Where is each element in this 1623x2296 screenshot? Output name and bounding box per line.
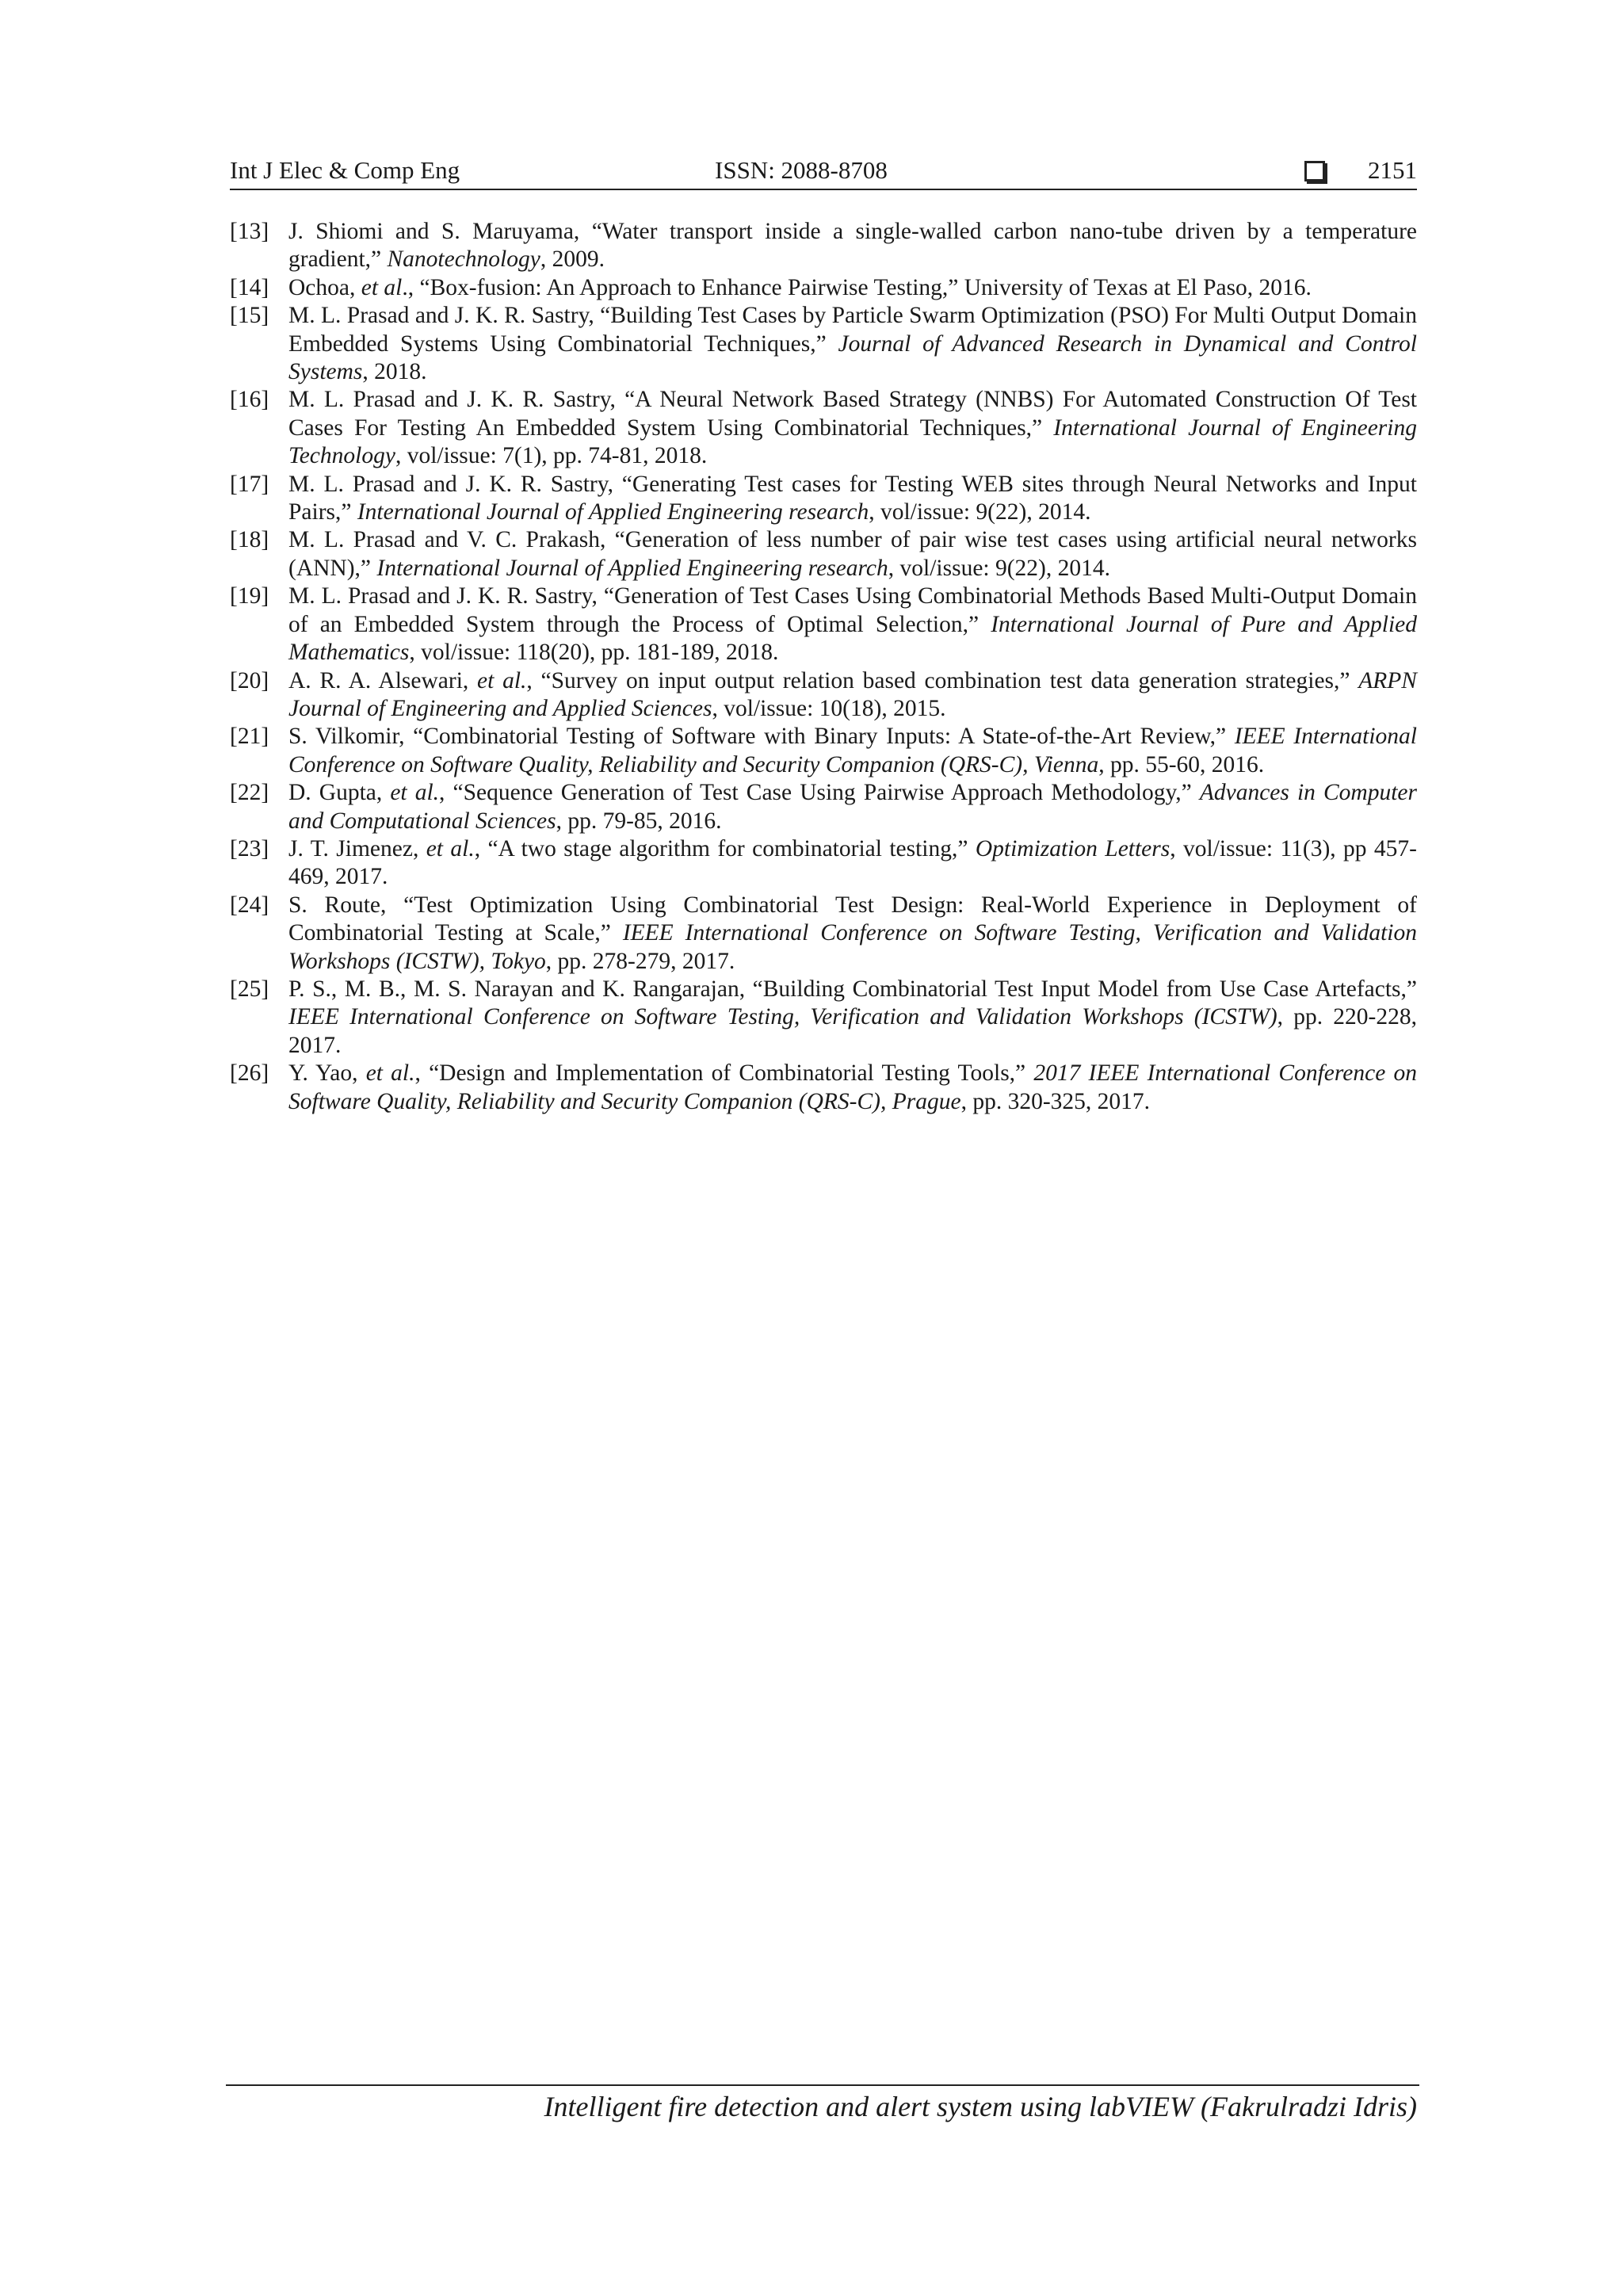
reference-text: J. Shiomi and S. Maruyama, “Water transport inside a single-walled carbon nano-tube driven by a temperature gradient,”: [288, 219, 1417, 273]
reference-number: [21]: [230, 724, 269, 750]
reference-text: J. T. Jimenez,: [288, 835, 426, 861]
reference-text: , “A two stage algorithm for combinatorial testing,”: [474, 835, 976, 861]
reference-item: [230, 779, 1417, 835]
journal-name: Int J Elec & Comp Eng: [230, 156, 460, 184]
reference-venue-italic: IEEE International Conference on Software Quality, Reliability and Security Companion (QRS-C), Vienna: [288, 724, 1417, 777]
reference-number: [25]: [230, 976, 269, 1002]
reference-venue-italic: et al.: [365, 1060, 415, 1087]
reference-item: [230, 892, 1417, 976]
reference-number: [26]: [230, 1060, 269, 1087]
reference-item: [230, 1060, 1417, 1116]
reference-text: Y. Yao,: [288, 1060, 366, 1087]
reference-item: [230, 583, 1417, 667]
reference-text: , vol/issue: 7(1), pp. 74-81, 2018.: [395, 443, 708, 469]
reference-number: [20]: [230, 667, 269, 693]
reference-item: [230, 302, 1417, 386]
reference-text: M. L. Prasad and J. K. R. Sastry, “Generating Test cases for Testing WEB sites through Neural Networks and Input Pairs,”: [288, 471, 1417, 525]
reference-text: S. Route, “Test Optimization Using Combinatorial Test Design: Real-World Experience in Deployment of Combinatorial Testing at Scale,”: [288, 892, 1417, 946]
reference-text: M. L. Prasad and J. K. R. Sastry, “A Neural Network Based Strategy (NNBS) For Automated Construction Of Test Cases For Testing An Embedded System Using Combinatorial Techniques,”: [288, 387, 1417, 441]
reference-text: , “Sequence Generation of Test Case Using Pairwise Approach Methodology,”: [439, 780, 1200, 806]
reference-text: , 2009.: [540, 246, 605, 273]
reference-number: [23]: [230, 835, 269, 861]
reference-item: [230, 667, 1417, 724]
reference-text: D. Gupta,: [288, 780, 391, 806]
reference-venue-italic: International Journal of Applied Engineering research: [376, 555, 888, 581]
running-title: Intelligent fire detection and alert system using labVIEW (Fakrulradzi Idris): [544, 2091, 1417, 2122]
reference-text: S. Vilkomir, “Combinatorial Testing of Software with Binary Inputs: A State-of-the-Art Review,”: [288, 724, 1235, 750]
reference-item: [230, 274, 1417, 302]
reference-venue-italic: et al.: [477, 667, 527, 693]
reference-item: [230, 218, 1417, 274]
reference-text: Ochoa,: [288, 274, 361, 300]
reference-number: [16]: [230, 387, 269, 413]
reference-venue-italic: 2017 IEEE International Conference on Software Quality, Reliability and Security Companion (QRS-C), Prague: [288, 1060, 1417, 1114]
reference-venue-italic: et al: [361, 274, 403, 300]
reference-text: , vol/issue: 10(18), 2015.: [712, 695, 946, 721]
running-header: [230, 152, 1417, 190]
reference-venue-italic: Optimization Letters: [975, 835, 1170, 861]
reference-number: [18]: [230, 527, 269, 553]
reference-venue-italic: Nanotechnology: [387, 246, 540, 273]
reference-text: , vol/issue: 118(20), pp. 181-189, 2018.: [409, 640, 779, 666]
reference-item: [230, 835, 1417, 892]
reference-text: M. L. Prasad and V. C. Prakash, “Generation of less number of pair wise test cases using artificial neural networks (ANN),”: [288, 527, 1417, 581]
reference-venue-italic: International Journal of Applied Engineering research: [357, 499, 869, 525]
reference-text: , “Survey on input output relation based combination test data generation strategies,”: [526, 667, 1359, 693]
reference-venue-italic: Advances in Computer and Computational Sciences: [288, 780, 1417, 834]
reference-venue-italic: et al.: [390, 780, 440, 806]
reference-number: [19]: [230, 583, 269, 609]
reference-number: [15]: [230, 303, 269, 329]
page-number: 2151: [1368, 156, 1417, 184]
reference-text: P. S., M. B., M. S. Narayan and K. Rangarajan, “Building Combinatorial Test Input Model from Use Case Artefacts,”: [288, 976, 1417, 1002]
reference-text: , vol/issue: 9(22), 2014.: [869, 499, 1091, 525]
reference-text: , pp. 55-60, 2016.: [1098, 751, 1265, 777]
footer-divider: [226, 2084, 1419, 2086]
reference-venue-italic: International Journal of Engineering Technology: [288, 415, 1417, 469]
reference-number: [17]: [230, 471, 269, 497]
reference-text: , “Design and Implementation of Combinatorial Testing Tools,”: [414, 1060, 1034, 1087]
reference-venue-italic: IEEE International Conference on Software Testing, Verification and Validation Workshops (ICSTW): [288, 1004, 1277, 1030]
reference-venue-italic: International Journal of Pure and Applied Mathematics: [288, 611, 1417, 666]
reference-text: , pp. 278-279, 2017.: [545, 948, 735, 974]
reference-number: [14]: [230, 274, 269, 300]
reference-text: , pp. 220-228, 2017.: [288, 1004, 1418, 1058]
reference-item: [230, 386, 1417, 470]
reference-text: , vol/issue: 9(22), 2014.: [888, 555, 1111, 581]
reference-item: [230, 526, 1417, 583]
reference-text: A. R. A. Alsewari,: [288, 667, 478, 693]
reference-text: , pp. 320-325, 2017.: [960, 1088, 1151, 1114]
reference-list: [230, 218, 1417, 1116]
reference-text: , pp. 79-85, 2016.: [556, 808, 722, 834]
reference-text: M. L. Prasad and J. K. R. Sastry, “Generation of Test Cases Using Combinatorial Methods Based Multi-Output Domain of an Embedded System through the Process of Optimal Selection,”: [288, 583, 1417, 637]
reference-venue-italic: et al.: [426, 835, 475, 861]
reference-text: M. L. Prasad and J. K. R. Sastry, “Building Test Cases by Particle Swarm Optimization (PSO) For Multi Output Domain Embedded Systems Using Combinatorial Techniques,”: [288, 303, 1417, 357]
square-bullet-icon: [1304, 161, 1325, 181]
reference-number: [22]: [230, 780, 269, 806]
reference-number: [13]: [230, 219, 269, 244]
reference-text: , 2018.: [362, 359, 427, 385]
reference-venue-italic: IEEE International Conference on Software Testing, Verification and Validation Workshops (ICSTW), Tokyo: [288, 920, 1417, 974]
reference-item: [230, 723, 1417, 779]
reference-venue-italic: Journal of Advanced Research in Dynamical and Control Systems: [288, 330, 1417, 385]
reference-text: , vol/issue: 11(3), pp 457-469, 2017.: [288, 835, 1417, 890]
issn: ISSN: 2088-8708: [715, 156, 888, 184]
reference-item: [230, 471, 1417, 527]
reference-venue-italic: ARPN Journal of Engineering and Applied Sciences: [288, 667, 1417, 721]
reference-number: [24]: [230, 892, 269, 918]
reference-item: [230, 976, 1417, 1060]
reference-text: ., “Box-fusion: An Approach to Enhance Pairwise Testing,” University of Texas at El Paso, 2016.: [402, 274, 1312, 300]
